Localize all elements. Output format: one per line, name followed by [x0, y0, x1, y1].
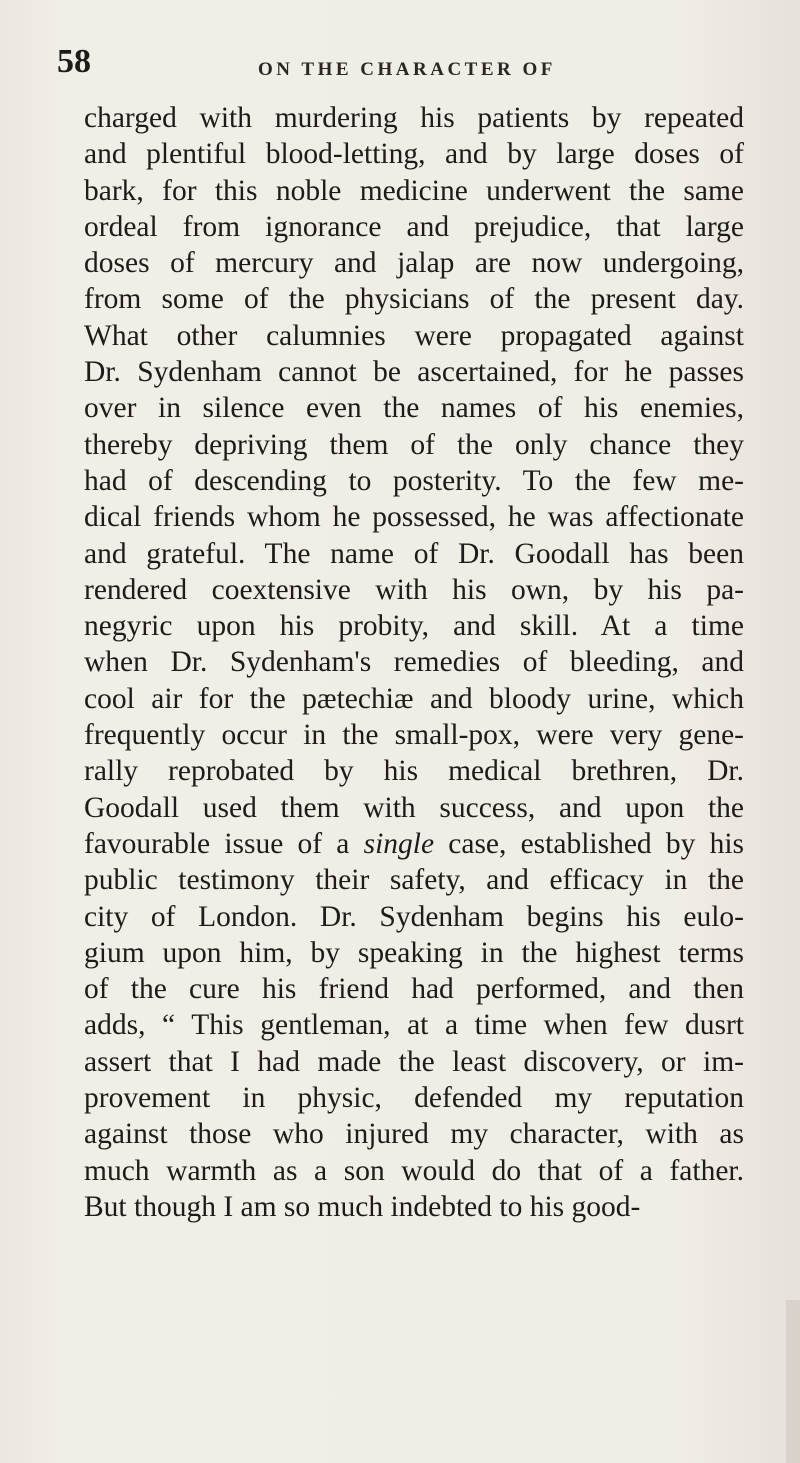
text-line: bark, for this noble medicine underwent the same — [84, 174, 744, 207]
text-line-with-italic — [84, 826, 744, 862]
text-line: against those who injured my character, with as — [84, 1118, 744, 1151]
text-line: ordeal from ignorance and prejudice, that large — [84, 210, 744, 243]
text-line: dical friends whom he possessed, he was affectionate — [84, 501, 744, 534]
page-number: 58 — [57, 43, 91, 80]
text-line: gium upon him, by speaking in the highest terms — [84, 936, 744, 969]
text-line: doses of mercury and jalap are now undergoing, — [84, 247, 744, 280]
text-line: thereby depriving them of the only chance they — [84, 428, 744, 461]
text-line: charged with murdering his patients by repeated — [84, 102, 744, 134]
text-line: frequently occur in the small-pox, were very gene- — [84, 719, 744, 752]
page-header — [0, 42, 800, 92]
line-part: favourable issue of a — [84, 827, 364, 860]
text-line: and plentiful blood-letting, and by large doses of — [84, 138, 744, 171]
text-line: had of descending to posterity. To the few me- — [84, 464, 744, 497]
text-line: What other calumnies were propagated against — [84, 319, 744, 352]
text-line: much warmth as a son would do that of a father. — [84, 1154, 744, 1187]
text-line: Goodall used them with success, and upon the — [84, 791, 744, 824]
text-line: over in silence even the names of his enemies, — [84, 392, 744, 425]
text-line: adds, “ This gentleman, at a time when few dusrt — [84, 1009, 744, 1042]
line-part: case, established by his — [434, 827, 744, 860]
text-line: and grateful. The name of Dr. Goodall has been — [84, 537, 744, 570]
text-line: of the cure his friend had performed, and then — [84, 973, 744, 1006]
text-line: public testimony their safety, and efficacy in the — [84, 864, 744, 897]
page-edge-shadow — [786, 1300, 800, 1463]
text-line: city of London. Dr. Sydenham begins his eulo- — [84, 900, 744, 933]
text-line: Dr. Sydenham cannot be ascertained, for he passes — [84, 356, 744, 389]
text-line: assert that I had made the least discovery, or im- — [84, 1045, 744, 1078]
italic-word: single — [363, 827, 435, 860]
text-line: cool air for the pætechiæ and bloody urine, which — [84, 682, 744, 715]
text-line: rendered coextensive with his own, by his pa- — [84, 573, 744, 606]
text-line: provement in physic, defended my reputation — [84, 1082, 744, 1115]
body-text — [84, 100, 744, 1225]
running-head: ON THE CHARACTER OF — [258, 59, 556, 80]
text-line: when Dr. Sydenham's remedies of bleeding, and — [84, 646, 744, 679]
text-line: from some of the physicians of the present day. — [84, 283, 744, 316]
text-line: But though I am so much indebted to his good- — [84, 1190, 641, 1223]
text-line: rally reprobated by his medical brethren, Dr. — [84, 755, 744, 788]
text-line: negyric upon his probity, and skill. At a time — [84, 610, 744, 643]
